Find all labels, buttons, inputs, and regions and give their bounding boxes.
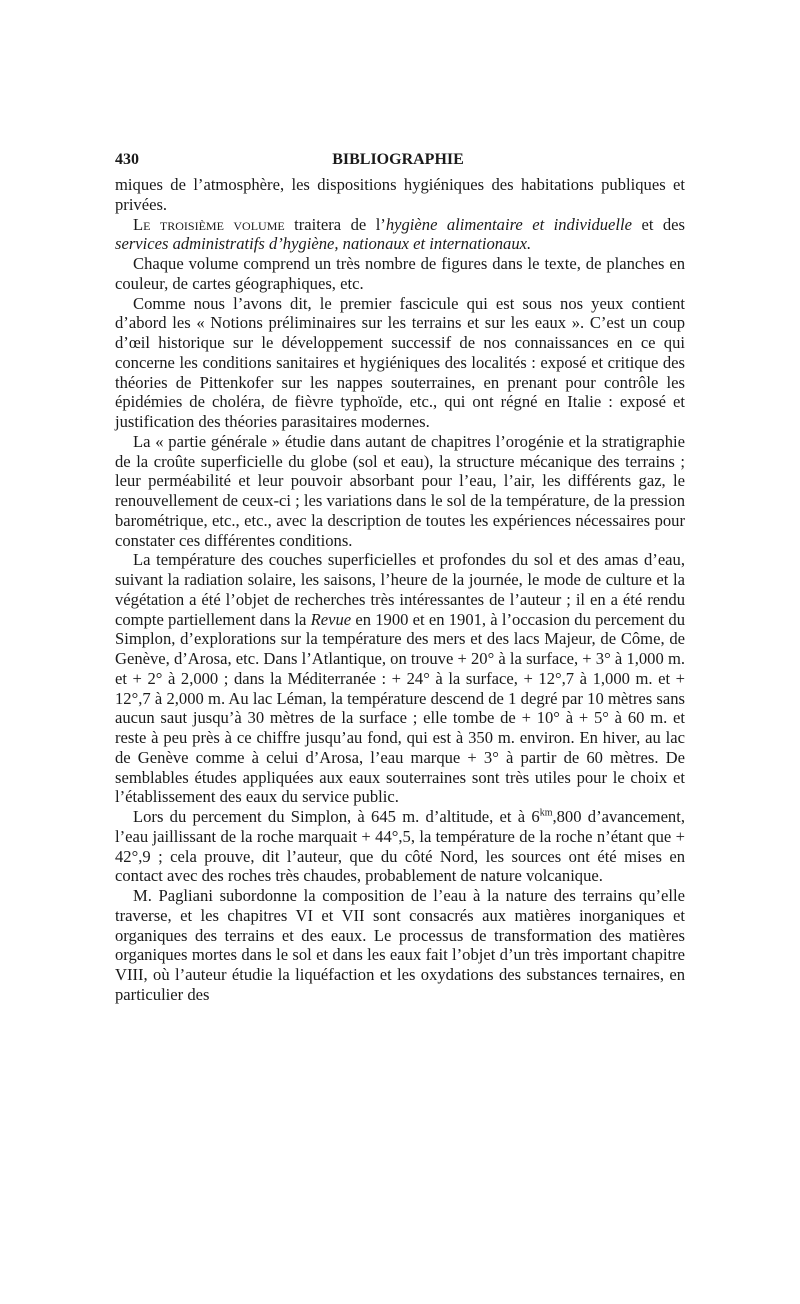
- paragraph-text: Revue: [310, 609, 352, 629]
- paragraph: [115, 215, 685, 255]
- paragraph-text: et des: [632, 214, 685, 234]
- paragraph-text: en 1900 et en 1901, à l’occasion du percement du Simplon, d’explorations sur la température des mers et des lacs Majeur, de Côme, de Genève, d’Arosa, etc. Dans l’Atlantique, on trouve + 20° à la surface, + 3° à 1,000 m. et + 2° à 2,000 ; dans la Méditerranée : + 24° à la surface, + 12°,7 à 1,000 m. et + 12°,7 à 2,000 m. Au lac Léman, la température descend de 1 degré par 10 mètres sans aucun saut jusqu’à 30 mètres de la surface ; elle tombe de + 10° à + 5° à 60 m. et reste à peu près à ce chiffre jusqu’au fond, qui est à 350 m. environ. En hiver, au lac de Genève comme à celui d’Arosa, l’eau marque + 3° à partir de 60 mètres. De semblables études appliquées aux eaux souterraines sont très utiles pour le choix et l’établissement des eaux du service public.: [115, 609, 685, 807]
- paragraph: [115, 550, 685, 807]
- paragraph-text: La « partie générale » étudie dans autant de chapitres l’orogénie et la stratigraphie de la croûte superficielle du globe (sol et eau), la structure mécanique des terrains ; leur perméabilité et leur pouvoir absorbant pour l’eau, l’air, les différents gaz, le renouvellement de ceux-ci ; les variations dans le sol de la température, de la pression barométrique, etc., etc., avec la description de toutes les expériences nécessaires pour constater ces différentes conditions.: [115, 431, 685, 550]
- paragraph-text: Le troisième volume: [133, 214, 285, 234]
- paragraph-text: miques de l’atmosphère, les dispositions hygiéniques des habitations publiques et privées.: [115, 175, 685, 214]
- paragraph-text: traitera de l’: [284, 214, 386, 234]
- paragraph: [115, 432, 685, 551]
- paragraph-text: hygiène alimentaire et individuelle: [385, 214, 632, 234]
- paragraph-text: services administratifs d’hygiène, nationaux et internationaux.: [115, 234, 532, 254]
- paragraph-text: km: [539, 807, 553, 819]
- paragraph: [115, 254, 685, 294]
- paragraph-text: Comme nous l’avons dit, le premier fascicule qui est sous nos yeux contient d’abord les « Notions préliminaires sur les terrains et sur les eaux ». C’est un coup d’œil historique sur le développement successif de nos connaissances en ce qui concerne les conditions sanitaires et hygiéniques des localités : exposé et critique des théories de Pittenkofer sur les nappes souterraines, en prenant pour contrôle les épidémies de choléra, de fièvre typhoïde, etc., qui ont régné en Italie : exposé et justification des théories parasitaires modernes.: [115, 293, 685, 431]
- paragraph: [115, 294, 685, 432]
- book-page: [115, 150, 685, 1005]
- paragraph-text: Chaque volume comprend un très nombre de figures dans le texte, de planches en couleur, de cartes géographiques, etc.: [115, 254, 685, 293]
- page-header: [115, 150, 685, 172]
- paragraph-text: ,800 d’avancement, l’eau jaillissant de la roche marquait + 44°,5, la température de la roche n’étant que + 42°,9 ; cela prouve, dit l’auteur, que du côté Nord, les sources ont été mises en contact avec des roches très chaudes, probablement de nature volcanique.: [115, 807, 685, 886]
- paragraph-text: La température des couches superficielles et profondes du sol et des amas d’eau, suivant la radiation solaire, les saisons, l’heure de la journée, le mode de culture et la végétation a été l’objet de recherches très intéressantes de l’auteur ; il en a été rendu compte partiellement dans la: [115, 550, 685, 629]
- paragraph-text: Lors du percement du Simplon, à 645 m. d’altitude, et à 6: [133, 807, 540, 826]
- body-text: [115, 175, 685, 1005]
- paragraph-text: M. Pagliani subordonne la composition de l’eau à la nature des terrains qu’elle traverse, et les chapitres VI et VII sont consacrés aux matières inorganiques et organiques des terrains et des eaux. Le processus de transformation des matières organiques mortes dans le sol et dans les eaux fait l’objet d’un très important chapitre VIII, où l’auteur étudie la liquéfaction et les oxydations des substances ternaires, en particulier des: [115, 886, 685, 1004]
- paragraph: [115, 175, 685, 215]
- page-number: 430: [115, 151, 139, 168]
- paragraph: [115, 886, 685, 1005]
- paragraph: [115, 807, 685, 886]
- running-title: BIBLIOGRAPHIE: [332, 151, 464, 168]
